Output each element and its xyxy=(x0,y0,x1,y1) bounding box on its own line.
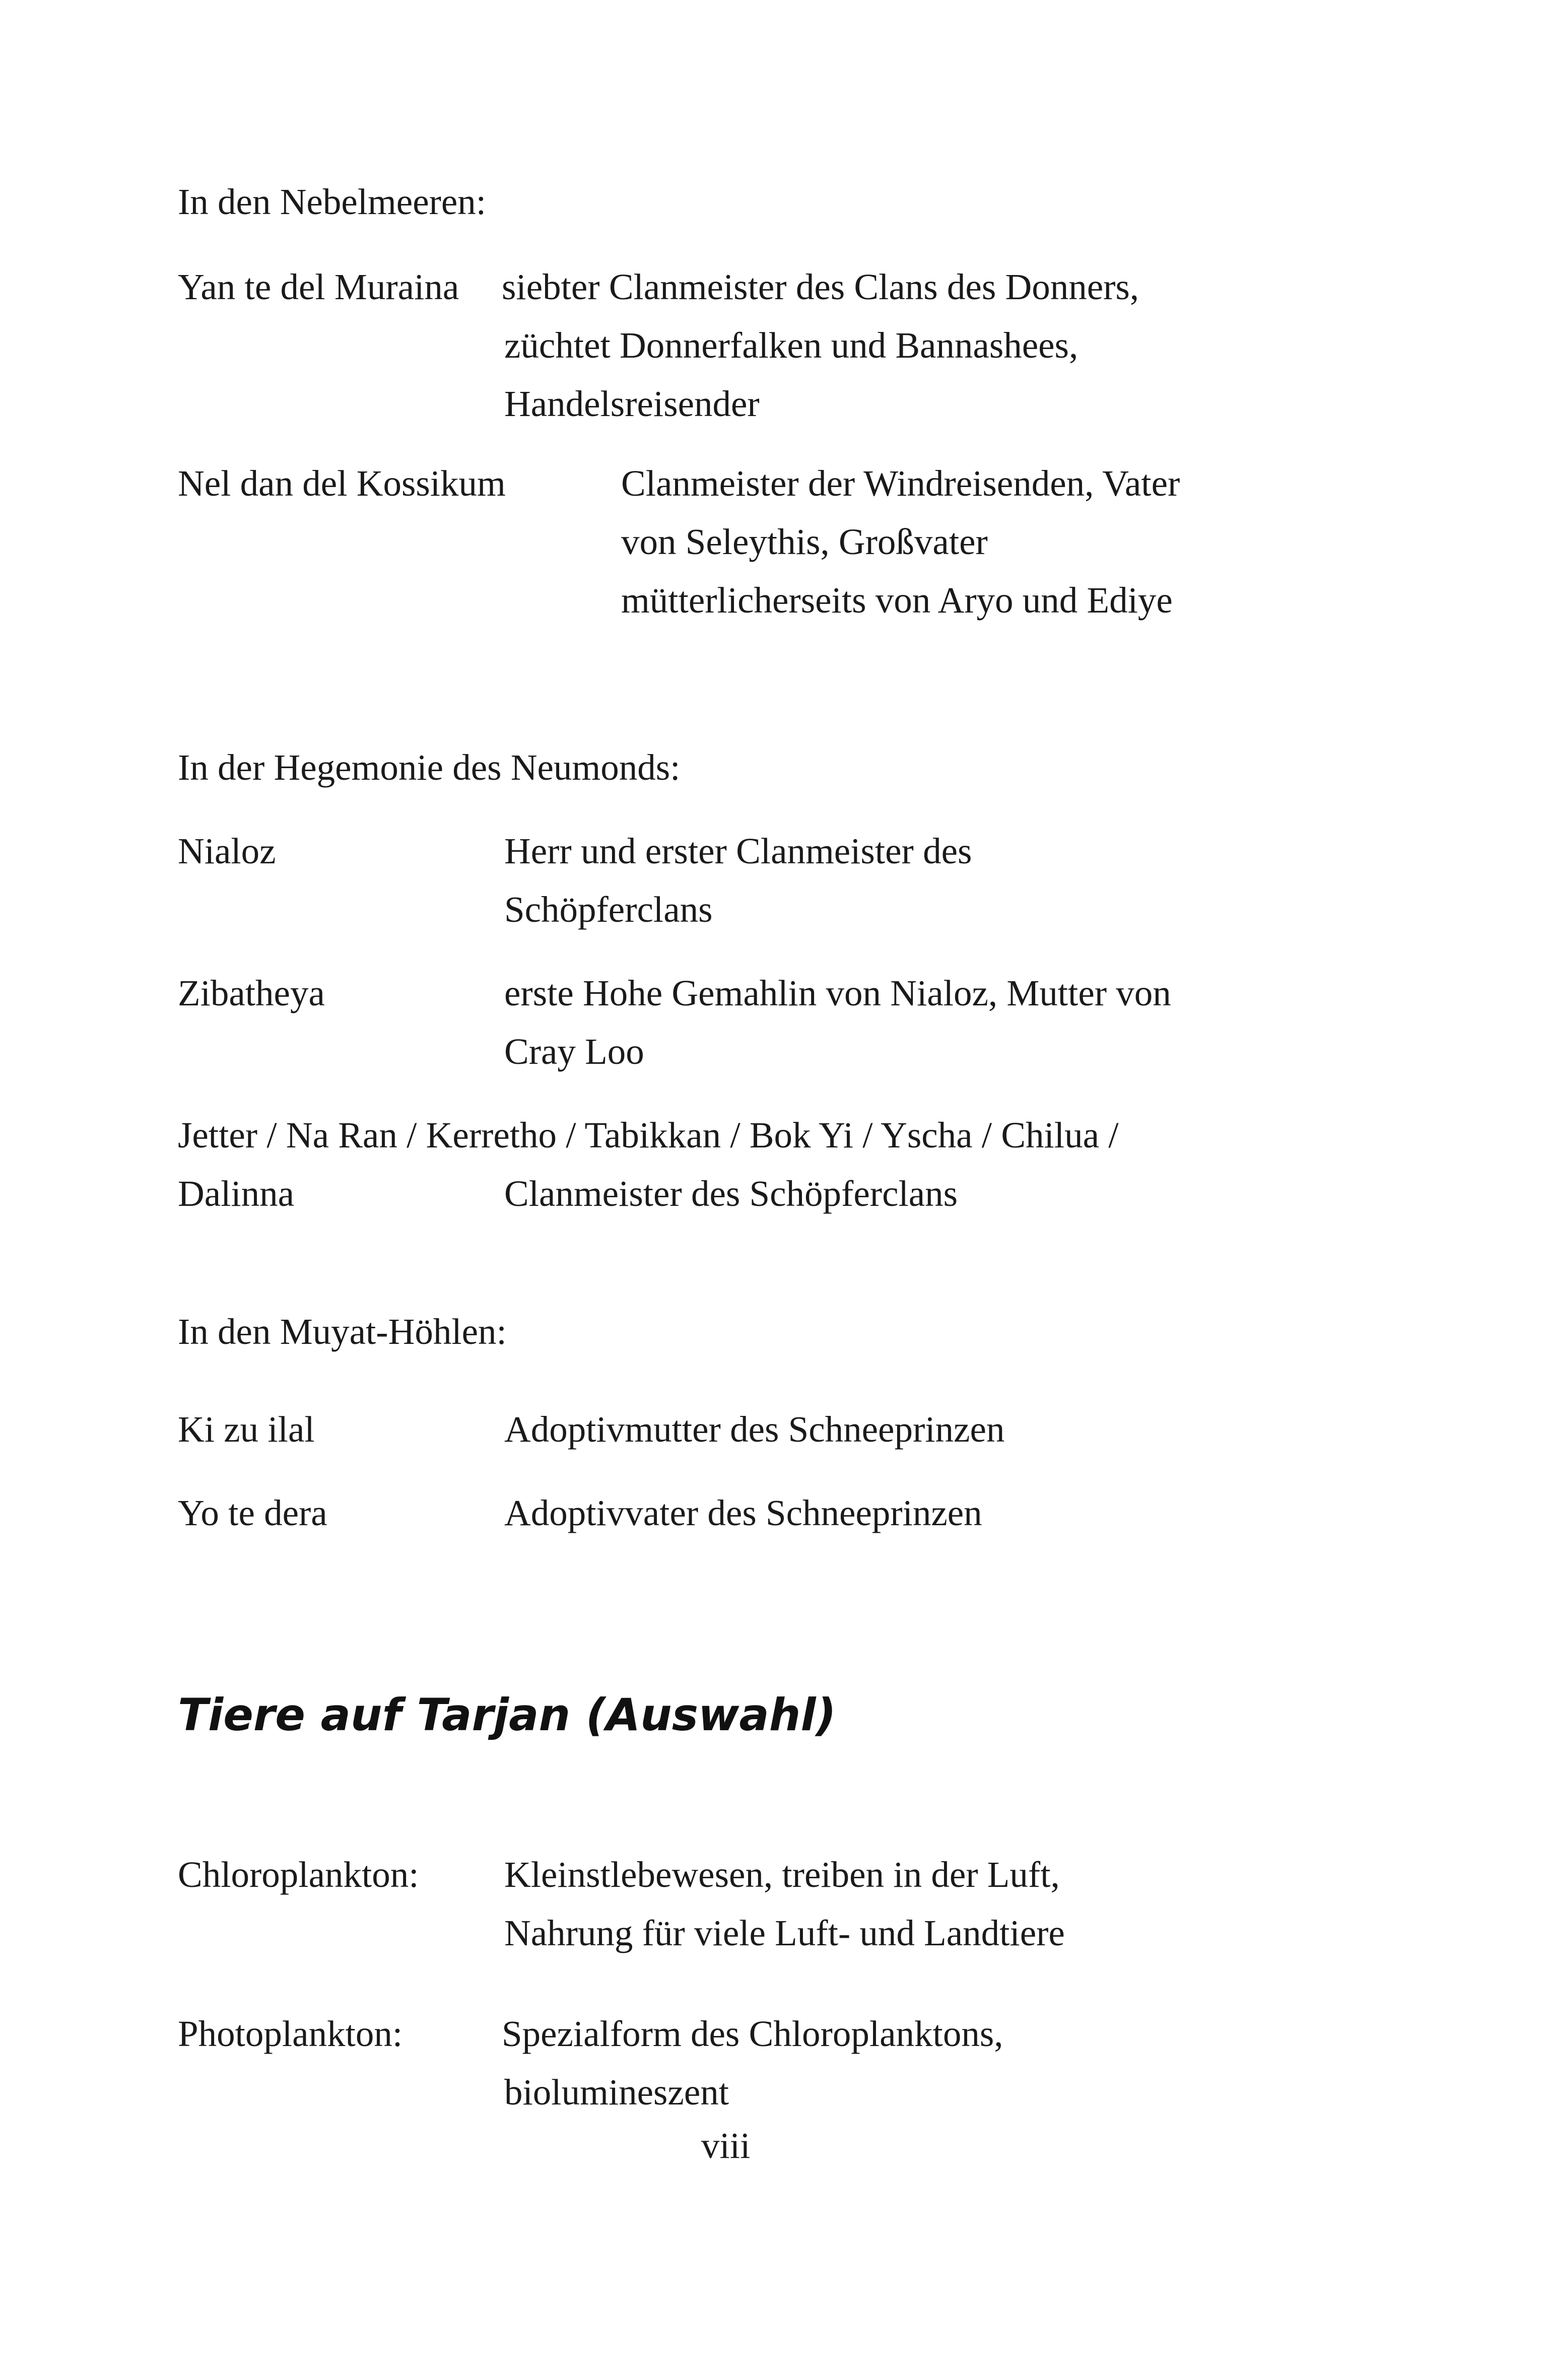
section-heading-hegemonie: In der Hegemonie des Neumonds: xyxy=(178,747,681,788)
entry-desc: züchtet Donnerfalken und Bannashees, xyxy=(504,325,1079,366)
entry-desc: Schöpferclans xyxy=(504,889,713,930)
entry-desc: Cray Loo xyxy=(504,1031,644,1072)
entry-desc: Adoptivvater des Schneeprinzen xyxy=(504,1492,982,1533)
entry-desc: Nahrung für viele Luft- und Landtiere xyxy=(504,1913,1065,1953)
entry-desc: Clanmeister des Schöpferclans xyxy=(504,1173,958,1214)
entry-name: Chloroplankton: xyxy=(178,1854,419,1895)
entry-desc: Spezialform des Chloroplanktons, xyxy=(502,2013,1003,2054)
entry-name: Yo te dera xyxy=(178,1492,327,1533)
entry-desc: Adoptivmutter des Schneeprinzen xyxy=(504,1409,1005,1450)
entry-desc: Clanmeister der Windreisenden, Vater xyxy=(621,463,1180,504)
section-heading-muyat: In den Muyat-Höhlen: xyxy=(178,1311,507,1352)
entry-name: Yan te del Muraina xyxy=(178,266,459,307)
entry-desc: erste Hohe Gemahlin von Nialoz, Mutter von xyxy=(504,973,1171,1013)
entry-desc: mütterlicherseits von Aryo und Ediye xyxy=(621,580,1173,621)
entry-desc: Herr und erster Clanmeister des xyxy=(504,831,972,871)
entry-desc: Handelsreisender xyxy=(504,383,760,424)
entry-name: Nialoz xyxy=(178,831,276,871)
entry-desc: von Seleythis, Großvater xyxy=(621,521,988,562)
entry-name: Ki zu ilal xyxy=(178,1409,315,1450)
page-number: viii xyxy=(701,2125,751,2166)
entry-name: Zibatheya xyxy=(178,973,325,1013)
section-heading-nebelmeere: In den Nebelmeeren: xyxy=(178,181,487,222)
section-title-tiere: Tiere auf Tarjan (Auswahl) xyxy=(178,1689,836,1741)
entry-name: Nel dan del Kossikum xyxy=(178,463,506,504)
entry-desc: biolumineszent xyxy=(504,2072,729,2113)
entry-name: Photoplankton: xyxy=(178,2013,403,2054)
entry-desc: Kleinstlebewesen, treiben in der Luft, xyxy=(504,1854,1060,1895)
entry-name: Jetter / Na Ran / Kerretho / Tabikkan / Bok Yi / Yscha / Chilua / xyxy=(178,1115,1119,1155)
entry-name: Dalinna xyxy=(178,1173,295,1214)
entry-desc: siebter Clanmeister des Clans des Donners, xyxy=(502,266,1139,307)
